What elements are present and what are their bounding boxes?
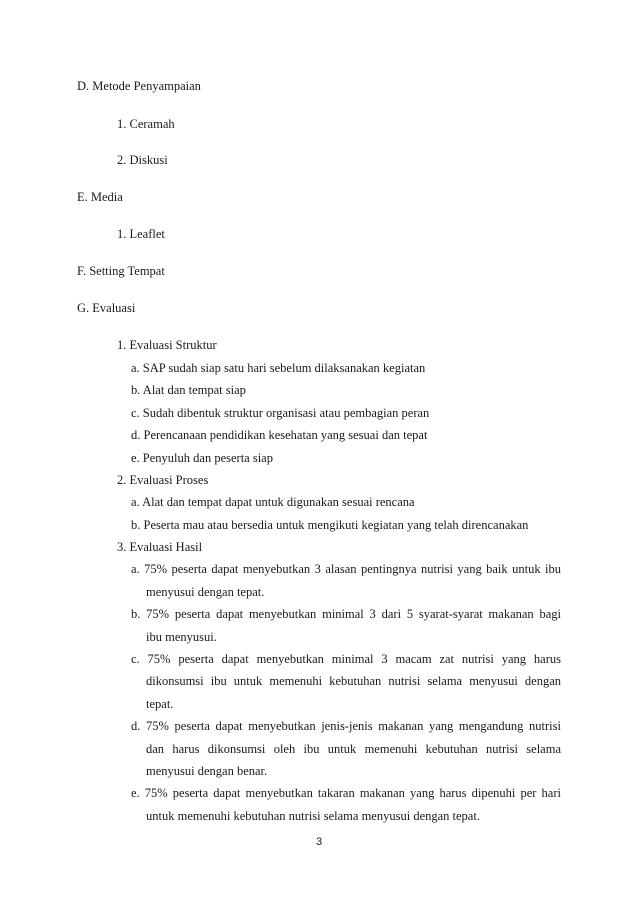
hasil-item-e-line-2: untuk memenuhi kebutuhan nutrisi selama menyusui dengan tepat. xyxy=(146,809,480,823)
section-d-heading: D. Metode Penyampaian xyxy=(77,79,201,93)
hasil-item-e-line-1: e. 75% peserta dapat menyebutkan takaran makanan yang harus dipenuhi per hari xyxy=(131,786,561,800)
proses-item-b: b. Peserta mau atau bersedia untuk mengikuti kegiatan yang telah direncanakan xyxy=(131,518,529,532)
evaluasi-hasil-title: 3. Evaluasi Hasil xyxy=(117,540,203,554)
proses-item-a: a. Alat dan tempat dapat untuk digunakan sesuai rencana xyxy=(131,495,415,509)
hasil-item-c-line-2: dikonsumsi ibu untuk memenuhi kebutuhan nutrisi selama menyusui dengan xyxy=(146,674,561,688)
struktur-item-b: b. Alat dan tempat siap xyxy=(131,383,246,397)
hasil-item-c-line-1: c. 75% peserta dapat menyebutkan minimal 3 macam zat nutrisi yang harus xyxy=(131,652,561,666)
section-f-heading: F. Setting Tempat xyxy=(77,264,165,278)
page-number: 3 xyxy=(315,836,323,848)
hasil-item-b-line-1: b. 75% peserta dapat menyebutkan minimal 3 dari 5 syarat-syarat makanan bagi xyxy=(131,607,561,621)
section-e-item-1: 1. Leaflet xyxy=(117,227,165,241)
evaluasi-struktur-title: 1. Evaluasi Struktur xyxy=(117,338,217,352)
hasil-item-a-line-2: menyusui dengan tepat. xyxy=(146,585,265,599)
struktur-item-d: d. Perencanaan pendidikan kesehatan yang sesuai dan tepat xyxy=(131,428,428,442)
hasil-item-b-line-2: ibu menyusui. xyxy=(146,630,217,644)
hasil-item-d-line-3: menyusui dengan benar. xyxy=(146,764,268,778)
struktur-item-a: a. SAP sudah siap satu hari sebelum dilaksanakan kegiatan xyxy=(131,361,426,375)
section-g-heading: G. Evaluasi xyxy=(77,301,136,315)
struktur-item-c: c. Sudah dibentuk struktur organisasi atau pembagian peran xyxy=(131,406,430,420)
hasil-item-a-line-1: a. 75% peserta dapat menyebutkan 3 alasan pentingnya nutrisi yang baik untuk ibu xyxy=(131,562,561,576)
hasil-item-d-line-1: d. 75% peserta dapat menyebutkan jenis-jenis makanan yang mengandung nutrisi xyxy=(131,719,561,733)
section-d-item-1: 1. Ceramah xyxy=(117,117,175,131)
struktur-item-e: e. Penyuluh dan peserta siap xyxy=(131,451,273,465)
hasil-item-d-line-2: dan harus dikonsumsi oleh ibu untuk memenuhi kebutuhan nutrisi selama xyxy=(146,742,561,756)
section-e-heading: E. Media xyxy=(77,190,123,204)
hasil-item-c-line-3: tepat. xyxy=(146,697,174,711)
evaluasi-proses-title: 2. Evaluasi Proses xyxy=(117,473,209,487)
section-d-item-2: 2. Diskusi xyxy=(117,153,168,167)
